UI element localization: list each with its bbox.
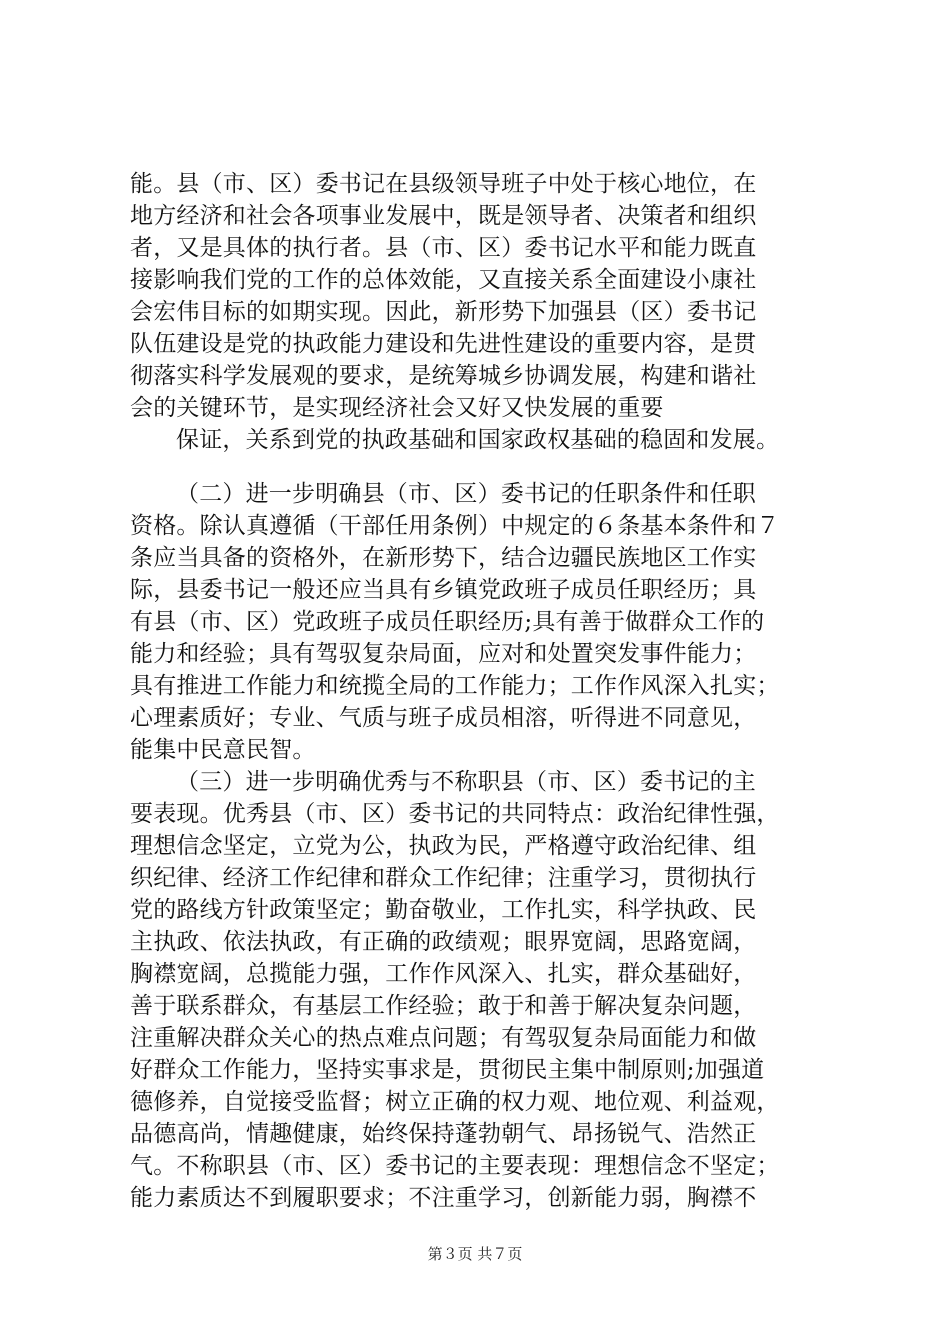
text-line: 地方经济和社会各项事业发展中，既是领导者、决策者和组织 [130, 203, 757, 229]
text-line: 际，县委书记一般还应当具有乡镇党政班子成员任职经历；具 [130, 577, 757, 603]
body-text [130, 168, 830, 1214]
text-line: 胸襟宽阔，总揽能力强，工作作风深入、扎实，群众基础好， [130, 961, 757, 987]
text-line: 心理素质好；专业、气质与班子成员相溶，听得进不同意见， [130, 705, 757, 731]
text-line: 气。不称职县（市、区）委书记的主要表现：理想信念不坚定； [130, 1153, 780, 1179]
text-line: 织纪律、经济工作纪律和群众工作纪律；注重学习，贯彻执行 [130, 865, 757, 891]
text-line: 会宏伟目标的如期实现。因此，新形势下加强县（区）委书记 [130, 299, 757, 325]
text-line: 条应当具备的资格外，在新形势下，结合边疆民族地区工作实 [130, 545, 757, 571]
text-line: 资格。除认真遵循（干部任用条例）中规定的６条基本条件和７ [130, 513, 780, 539]
text-line: 善于联系群众，有基层工作经验；敢于和善于解决复杂问题， [130, 993, 757, 1019]
text-line: 要表现。优秀县（市、区）委书记的共同特点：政治纪律性强， [130, 801, 780, 827]
text-line: 保证，关系到党的执政基础和国家政权基础的稳固和发展。 [176, 427, 780, 453]
text-line: 接影响我们党的工作的总体效能，又直接关系全面建设小康社 [130, 267, 757, 293]
text-line: 具有推进工作能力和统揽全局的工作能力；工作作风深入扎实； [130, 673, 780, 699]
paragraph-3 [130, 478, 830, 766]
text-line: 党的路线方针政策坚定；勤奋敬业，工作扎实，科学执政、民 [130, 897, 757, 923]
text-line: 队伍建设是党的执政能力建设和先进性建设的重要内容，是贯 [130, 331, 757, 357]
text-line: 理想信念坚定，立党为公，执政为民，严格遵守政治纪律、组 [130, 833, 757, 859]
text-line: 有县（市、区）党政班子成员任职经历;具有善于做群众工作的 [130, 609, 765, 635]
text-line: 能集中民意民智。 [130, 737, 316, 763]
text-line: 主执政、依法执政，有正确的政绩观；眼界宽阔，思路宽阔， [130, 929, 757, 955]
text-line: 好群众工作能力，坚持实事求是，贯彻民主集中制原则;加强道 [130, 1057, 765, 1083]
text-line: 能力和经验；具有驾驭复杂局面，应对和处置突发事件能力； [130, 641, 757, 667]
text-line: 德修养，自觉接受监督；树立正确的权力观、地位观、利益观， [130, 1089, 780, 1115]
page-number-footer: 第３页 共７页 [427, 1245, 523, 1263]
paragraph-1 [130, 168, 830, 424]
text-line: 能。县（市、区）委书记在县级领导班子中处于核心地位，在 [130, 171, 757, 197]
text-line: 注重解决群众关心的热点难点问题；有驾驭复杂局面能力和做 [130, 1025, 757, 1051]
paragraph-4 [130, 766, 830, 1214]
text-line: 彻落实科学发展观的要求，是统筹城乡协调发展，构建和谐社 [130, 363, 757, 389]
text-line: 能力素质达不到履职要求；不注重学习，创新能力弱，胸襟不 [130, 1185, 757, 1211]
text-line: 会的关键环节，是实现经济社会又好又快发展的重要 [130, 395, 664, 421]
paragraph-2 [130, 424, 830, 456]
text-line: （三）进一步明确优秀与不称职县（市、区）委书记的主 [176, 769, 756, 795]
paragraph-gap [130, 456, 830, 478]
text-line: 者，又是具体的执行者。县（市、区）委书记水平和能力既直 [130, 235, 757, 261]
text-line: （二）进一步明确县（市、区）委书记的任职条件和任职 [176, 481, 756, 507]
text-line: 品德高尚，情趣健康，始终保持蓬勃朝气、昂扬锐气、浩然正 [130, 1121, 757, 1147]
